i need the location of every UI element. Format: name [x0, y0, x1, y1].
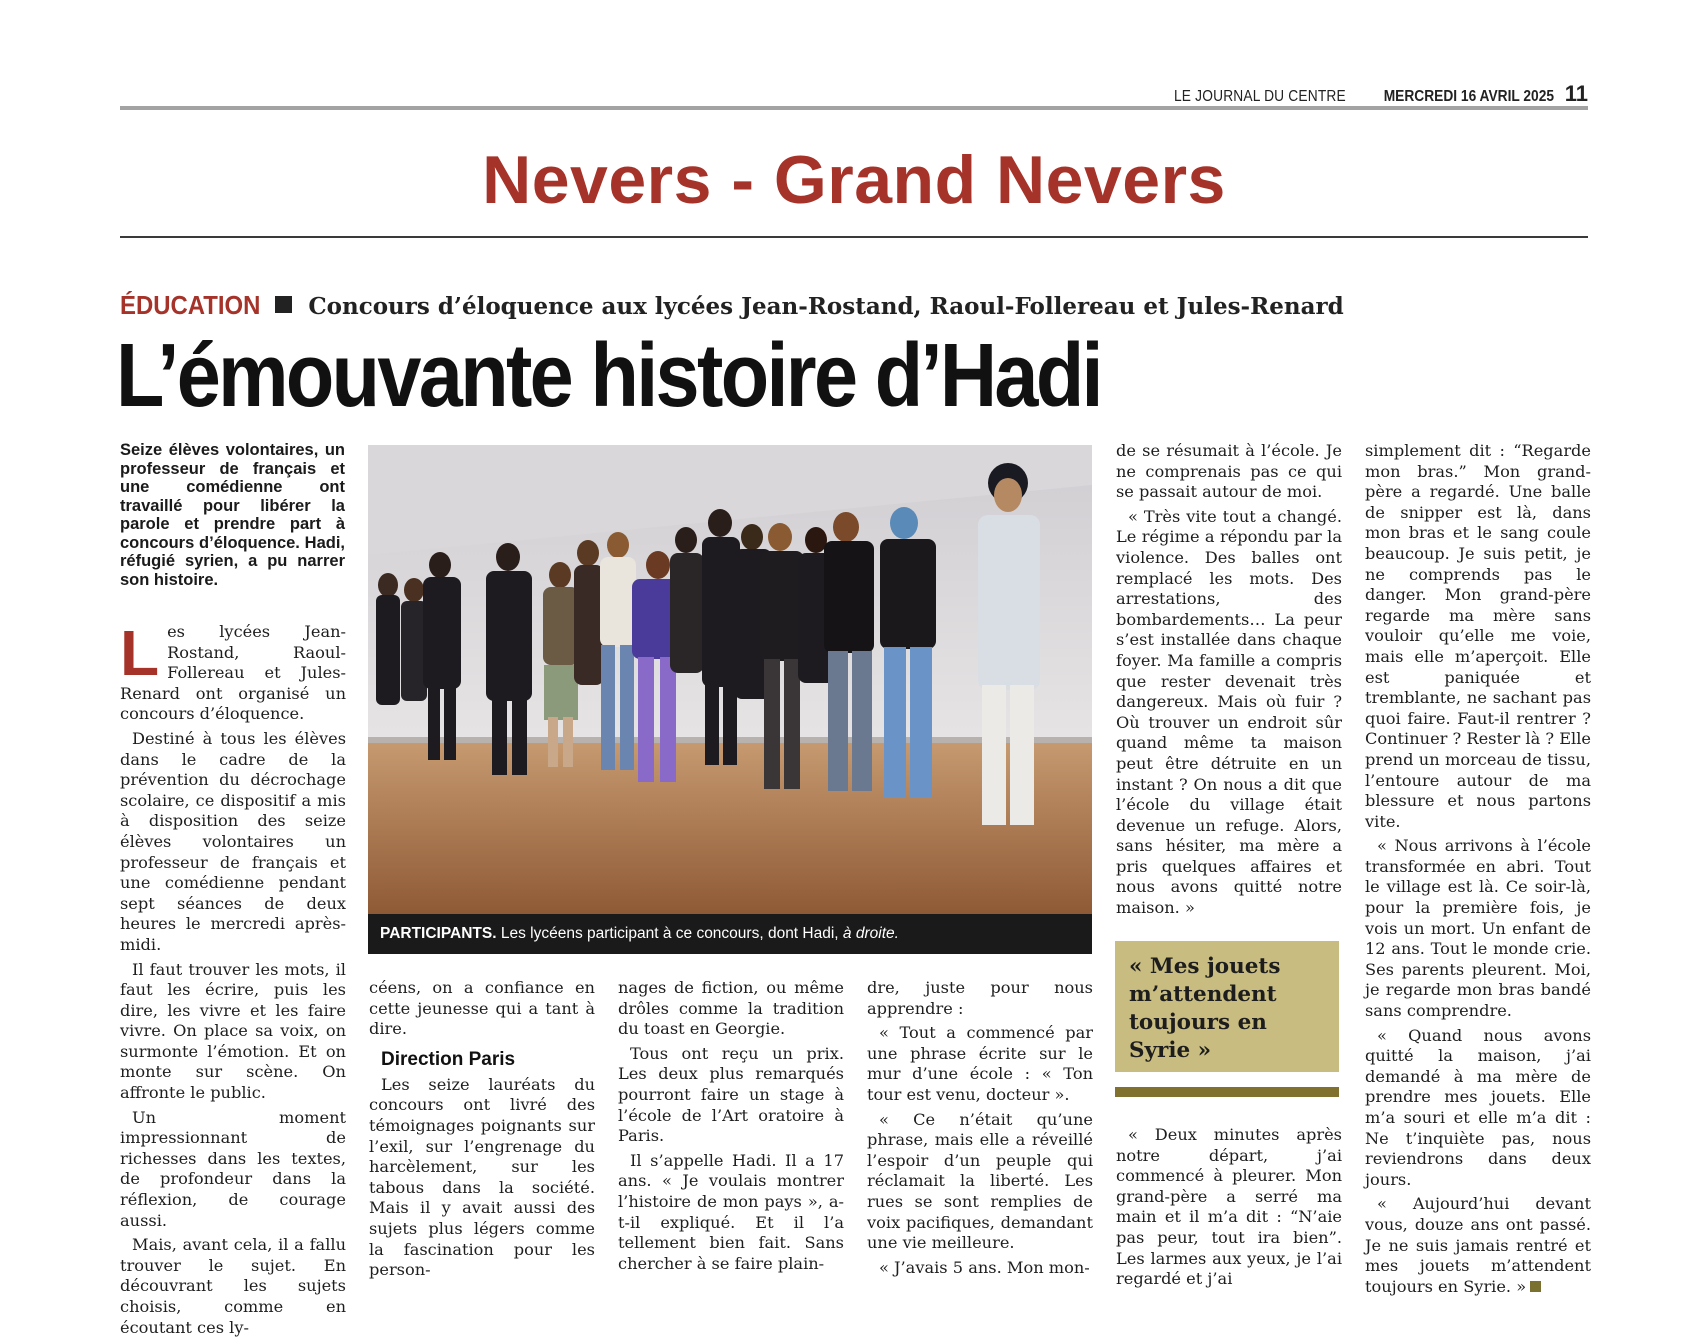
paragraph: « Très vite tout a changé. Le régime a répondu par la violence. Des balles ont remplacé les mots. Des arrestations, des bombardements… La peur s’est installée dans chaque foyer. Ma famille a compris que rester devenait très dangereux. Mais où fuir ? Où trouver un endroit sûr quand même ta maison peut être détruite en un instant ? On nous a dit que l’école du village était devenue un refuge. Alors, sans hésiter, ma mère a pris quelques affaires et nous avons quitté notre maison. »: [1116, 506, 1342, 918]
body-column-1: [120, 617, 346, 1342]
paragraph: Il s’appelle Hadi. Il a 17 ans. « Je voulais montrer l’histoire de mon pays », a-t-il expliqué. Et il l’a tellement bien fait. Sans chercher à se faire plain-: [618, 1150, 844, 1273]
subhead: Direction Paris: [381, 1048, 516, 1070]
paragraph: « J’avais 5 ans. Mon mon-: [879, 1257, 1090, 1277]
photo-caption: [368, 914, 1092, 954]
body-column-5-bottom: [1116, 1125, 1342, 1294]
kicker-category: ÉDUCATION: [120, 290, 261, 320]
body-column-4: [867, 978, 1093, 1282]
drop-cap: L: [120, 617, 160, 689]
article-photo: [368, 445, 1092, 914]
section-title: Nevers - Grand Nevers: [482, 142, 1226, 218]
paragraph: [1365, 1194, 1591, 1297]
paragraph: Les seize lauréats du concours ont livré des témoignages poignants sur l’exil, sur l’engrenage du harcèlement, sur les tabous dans la société. Mais il y avait aussi des sujets plus légers comme la fascination pour les person-: [369, 1074, 595, 1280]
section-rule: [120, 236, 1588, 238]
paragraph: simplement dit : “Regarde mon bras.” Mon grand-père a regardé. Une balle de snipper est là, dans mon bras et le sang coule beaucoup. Je suis petit, je ne comprends pas le danger. Mon grand-père regarde ma mère sans vouloir qu’elle me voie, mais elle m’aperçoit. Elle est paniquée et tremblante, ne sachant pas quoi faire. Faut-il rentrer ? Continuer ? Rester là ? Elle prend un morceau de tissu, l’entoure autour de ma blessure et nous partons vite.: [1365, 441, 1591, 831]
paragraph: « Ce n’était qu’une phrase, mais elle a réveillé l’espoir d’un peuple qui réclamait la liberté. Les rues se sont remplies de voix pacifiques, demandant une vie meilleure.: [867, 1109, 1093, 1253]
page-folio: [120, 83, 1588, 105]
top-rule: [120, 106, 1588, 110]
caption-label: PARTICIPANTS.: [380, 925, 497, 942]
pull-quote-bar: [1115, 1087, 1339, 1097]
body-column-6: [1365, 441, 1591, 1301]
body-column-2: [369, 978, 595, 1285]
end-mark-icon: [1530, 1281, 1541, 1292]
body-column-5: [1116, 441, 1342, 923]
paragraph: Un moment impressionnant de richesses dans les textes, de profondeur dans la réflexion, de courage aussi.: [120, 1107, 346, 1230]
caption-italic: à droite.: [842, 925, 899, 942]
paragraph: « Quand nous avons quitté la maison, j’ai demandé à ma mère de prendre mes jouets. Elle m’a souri et elle m’a dit : Ne t’inquiète pas, nous reviendrons dans deux jours.: [1365, 1025, 1591, 1189]
caption-text: Les lycéens participant à ce concours, dont Hadi,: [500, 925, 839, 942]
paragraph: dre, juste pour nous apprendre :: [867, 978, 1093, 1018]
paragraph: « Deux minutes après notre départ, j’ai commencé à pleurer. Mon grand-père a serré ma main et il m’a dit : “N’aie pas peur, tout ira bien”. Les larmes aux yeux, je l’ai regardé et j’ai: [1116, 1125, 1342, 1289]
group-photo-illustration: [368, 445, 1092, 914]
article-lead: Seize élèves volontaires, un professeur de français et une comédienne ont travaillé pour libérer la parole et prendre part à concours d’éloquence. Hadi, réfugié syrien, a pu narrer son histoire.: [120, 441, 345, 589]
page-number: 11: [1564, 81, 1588, 106]
paragraph: Il faut trouver les mots, il faut les écrire, puis les dire, les vivre et les faire vivre. On place sa voix, on surmonte l’émotion. Et on monte sur scène. On affronte le public.: [120, 959, 346, 1103]
body-column-3: [618, 978, 844, 1278]
article-kicker: [120, 288, 1588, 322]
paragraph: [120, 617, 346, 725]
paragraph: céens, on a confiance en cette jeunesse qui a tant à dire.: [369, 978, 595, 1039]
pull-quote-box: [1115, 941, 1339, 1072]
paragraph: Tous ont reçu un prix. Les deux plus remarqués pourront faire un stage à l’école de l’Art oratoire à Paris.: [618, 1043, 844, 1146]
publication-name: LE JOURNAL DU CENTRE: [1173, 88, 1346, 105]
pull-quote: « Mes jouets m’attendent toujours en Syrie »: [1129, 954, 1281, 1063]
paragraph-text: « Aujourd’hui devant vous, douze ans ont passé. Je ne suis jamais rentré et mes jouets m’attendent toujours en Syrie. »: [1365, 1194, 1591, 1296]
paragraph: Mais, avant cela, il a fallu trouver le sujet. En découvrant les sujets choisis, comme en écoutant ces ly-: [120, 1235, 346, 1337]
paragraph: nages de fiction, ou même drôles comme la tradition du toast en Georgie.: [618, 978, 844, 1039]
paragraph: de se résumait à l’école. Je ne comprenais pas ce qui se passait autour de moi.: [1116, 441, 1342, 502]
paragraph: « Tout a commencé par une phrase écrite sur le mur d’une école : « Ton tour est venu, docteur ».: [867, 1023, 1093, 1104]
paragraph: Destiné à tous les élèves dans le cadre de la prévention du décrochage scolaire, ce dispositif a mis à disposition des seize élèves volontaires un professeur de français et une comédienne pendant sept séances de deux heures le mercredi après-midi.: [120, 728, 346, 954]
paragraph: « Nous arrivons à l’école transformée en abri. Tout le village est là. Ce soir-là, pour la première fois, je vois un mort. Un enfant de 12 ans. Tout le monde crie. Ses parents pleurent. Moi, je regarde mon bras bandé sans comprendre.: [1365, 836, 1591, 1021]
kicker-square-icon: [275, 296, 292, 313]
paragraph-text: es lycées Jean-Rostand, Raoul-Follereau et Jules-Renard ont organisé un concours d’éloquence.: [120, 622, 346, 724]
issue-date: MERCREDI 16 AVRIL 2025: [1384, 88, 1555, 105]
article-headline: L’émouvante histoire d’Hadi: [116, 326, 1101, 426]
kicker-subtitle: Concours d’éloquence aux lycées Jean-Rostand, Raoul-Follereau et Jules-Renard: [308, 293, 1344, 320]
